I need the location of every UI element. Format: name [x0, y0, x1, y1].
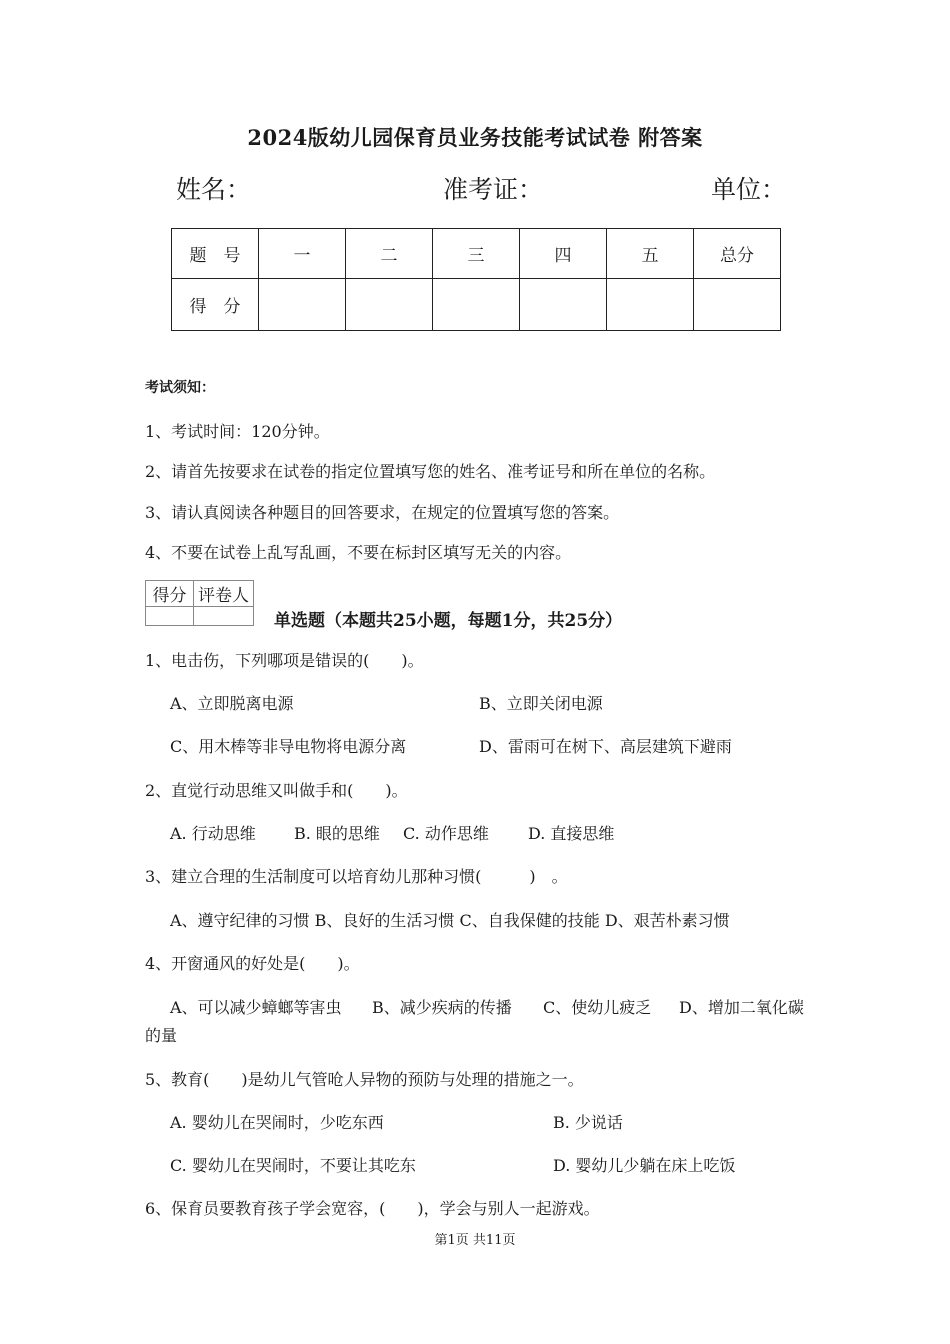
score-row-label: 得 分	[172, 279, 259, 331]
notice-item: 1、考试时间：120分钟。	[145, 422, 330, 441]
question-option[interactable]: D. 婴幼儿少躺在床上吃饭	[553, 1156, 736, 1175]
question-option[interactable]: D、雷雨可在树下、高层建筑下避雨	[479, 737, 732, 756]
score-table	[171, 228, 781, 331]
score-header-1: 一	[259, 229, 346, 279]
score-cell[interactable]	[259, 279, 346, 331]
question-option[interactable]: B、减少疾病的传播	[372, 998, 512, 1017]
question-option[interactable]: A. 行动思维	[170, 824, 256, 843]
question-stem: 5、教育( )是幼儿气管呛人异物的预防与处理的措施之一。	[145, 1070, 584, 1089]
question-option[interactable]: C、用木棒等非导电物将电源分离	[170, 737, 407, 756]
question-option[interactable]: C. 动作思维	[403, 824, 489, 843]
notice-heading: 考试须知：	[145, 380, 215, 396]
question-option[interactable]: D、增加二氧化碳	[679, 998, 804, 1017]
score-cell[interactable]	[520, 279, 607, 331]
question-option[interactable]: B. 眼的思维	[294, 824, 380, 843]
question-option[interactable]: A. 婴幼儿在哭闹时，少吃东西	[170, 1113, 384, 1132]
score-header-4: 四	[520, 229, 607, 279]
question-stem: 3、建立合理的生活制度可以培育幼儿那种习惯( ) 。	[145, 867, 568, 886]
exam-id-label: 准考证：	[443, 175, 544, 204]
question-option[interactable]: B. 少说话	[553, 1113, 623, 1132]
question-option[interactable]: A、立即脱离电源	[170, 694, 294, 713]
grader-reviewer-cell[interactable]	[194, 607, 254, 626]
notice-item: 2、请首先按要求在试卷的指定位置填写您的姓名、准考证号和所在单位的名称。	[145, 462, 716, 481]
question-stem: 1、电击伤，下列哪项是错误的( )。	[145, 651, 424, 670]
score-cell[interactable]	[433, 279, 520, 331]
score-header-2: 二	[346, 229, 433, 279]
score-header-total: 总分	[694, 229, 781, 279]
question-option-wrap: 的量	[145, 1026, 178, 1045]
page-title: 2024版幼儿园保育员业务技能考试试卷 附答案	[247, 125, 703, 150]
question-stem: 4、开窗通风的好处是( )。	[145, 954, 360, 973]
question-stem: 2、直觉行动思维又叫做手和( )。	[145, 781, 408, 800]
grader-box	[145, 580, 254, 626]
score-cell[interactable]	[694, 279, 781, 331]
question-option[interactable]: C、使幼儿疲乏	[543, 998, 652, 1017]
notice-item: 3、请认真阅读各种题目的回答要求，在规定的位置填写您的答案。	[145, 503, 620, 522]
unit-label: 单位：	[711, 175, 787, 204]
grader-score-label: 得分	[146, 581, 194, 607]
grader-score-cell[interactable]	[146, 607, 194, 626]
question-option[interactable]: A、可以减少蟑螂等害虫	[170, 998, 342, 1017]
notice-item: 4、不要在试卷上乱写乱画，不要在标封区填写无关的内容。	[145, 543, 572, 562]
question-option[interactable]: C. 婴幼儿在哭闹时，不要让其吃东	[170, 1156, 416, 1175]
question-option[interactable]: D. 直接思维	[528, 824, 615, 843]
score-header-label: 题 号	[172, 229, 259, 279]
name-label: 姓名：	[176, 175, 252, 204]
score-cell[interactable]	[607, 279, 694, 331]
score-header-3: 三	[433, 229, 520, 279]
section-title: 单选题（本题共25小题，每题1分，共25分）	[274, 611, 623, 631]
grader-reviewer-label: 评卷人	[194, 581, 254, 607]
question-option[interactable]: B、立即关闭电源	[479, 694, 603, 713]
page-footer: 第1页 共11页	[434, 1233, 516, 1248]
score-cell[interactable]	[346, 279, 433, 331]
question-stem: 6、保育员要教育孩子学会宽容，( )，学会与别人一起游戏。	[145, 1199, 600, 1218]
score-header-5: 五	[607, 229, 694, 279]
question-options-line[interactable]: A、遵守纪律的习惯 B、良好的生活习惯 C、自我保健的技能 D、艰苦朴素习惯	[170, 911, 730, 930]
